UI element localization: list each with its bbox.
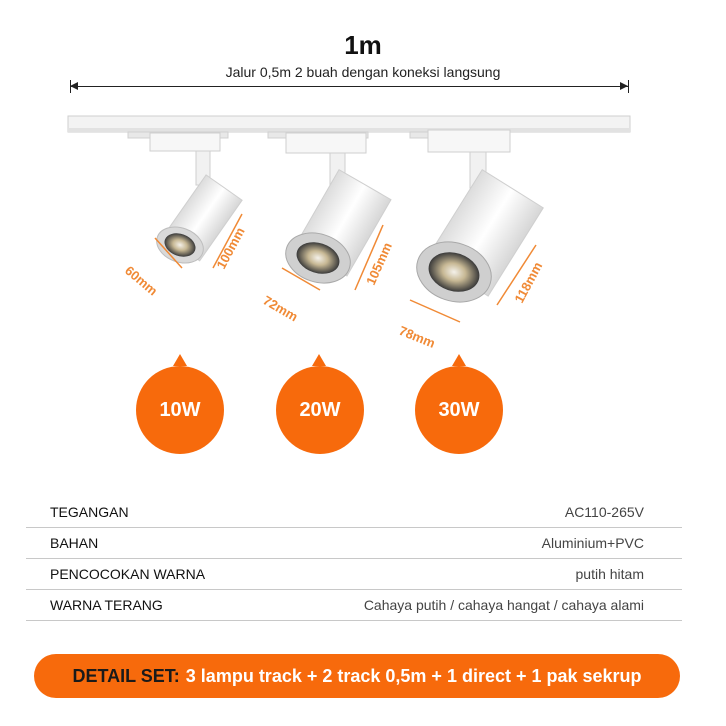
spec-label: TEGANGAN [50, 504, 129, 520]
banner-label: DETAIL SET: [72, 665, 180, 686]
spec-value: Cahaya putih / cahaya hangat / cahaya alami [363, 597, 644, 613]
set-detail-banner [34, 654, 680, 698]
power-badge-30w: 30W [415, 366, 503, 454]
spec-label: PENCOCOKAN WARNA [50, 566, 206, 582]
spec-value: AC110-265V [564, 504, 644, 520]
track-subtitle: Jalur 0,5m 2 buah dengan koneksi langsung [225, 64, 501, 80]
lamp2-diameter-label: 72mm [260, 292, 301, 325]
spec-label: WARNA TERANG [50, 597, 163, 613]
spec-row-voltage [26, 497, 682, 528]
page-title: 1m [344, 30, 382, 60]
spec-row-material [26, 528, 682, 559]
lamp3-diameter-label: 78mm [396, 322, 438, 351]
triangle-up-icon [173, 354, 187, 366]
power-badge-10w: 10W [136, 366, 224, 454]
power-badge-20w: 20W [276, 366, 364, 454]
spec-value: Aluminium+PVC [541, 535, 644, 551]
spec-label: BAHAN [50, 535, 99, 551]
lamp1-height-label: 100mm [213, 224, 248, 272]
spec-row-light-color [26, 590, 682, 621]
spec-value: putih hitam [575, 566, 644, 582]
lamp1-diameter-label: 60mm [122, 262, 161, 299]
triangle-up-icon [312, 354, 326, 366]
spec-table [26, 497, 682, 621]
lamp2-height-label: 105mm [363, 240, 395, 288]
spec-row-color-match [26, 559, 682, 590]
banner-text: 3 lampu track + 2 track 0,5m + 1 direct + 1 pak sekrup [185, 665, 642, 686]
lamp3-height-label: 118mm [511, 259, 546, 306]
triangle-up-icon [452, 354, 466, 366]
